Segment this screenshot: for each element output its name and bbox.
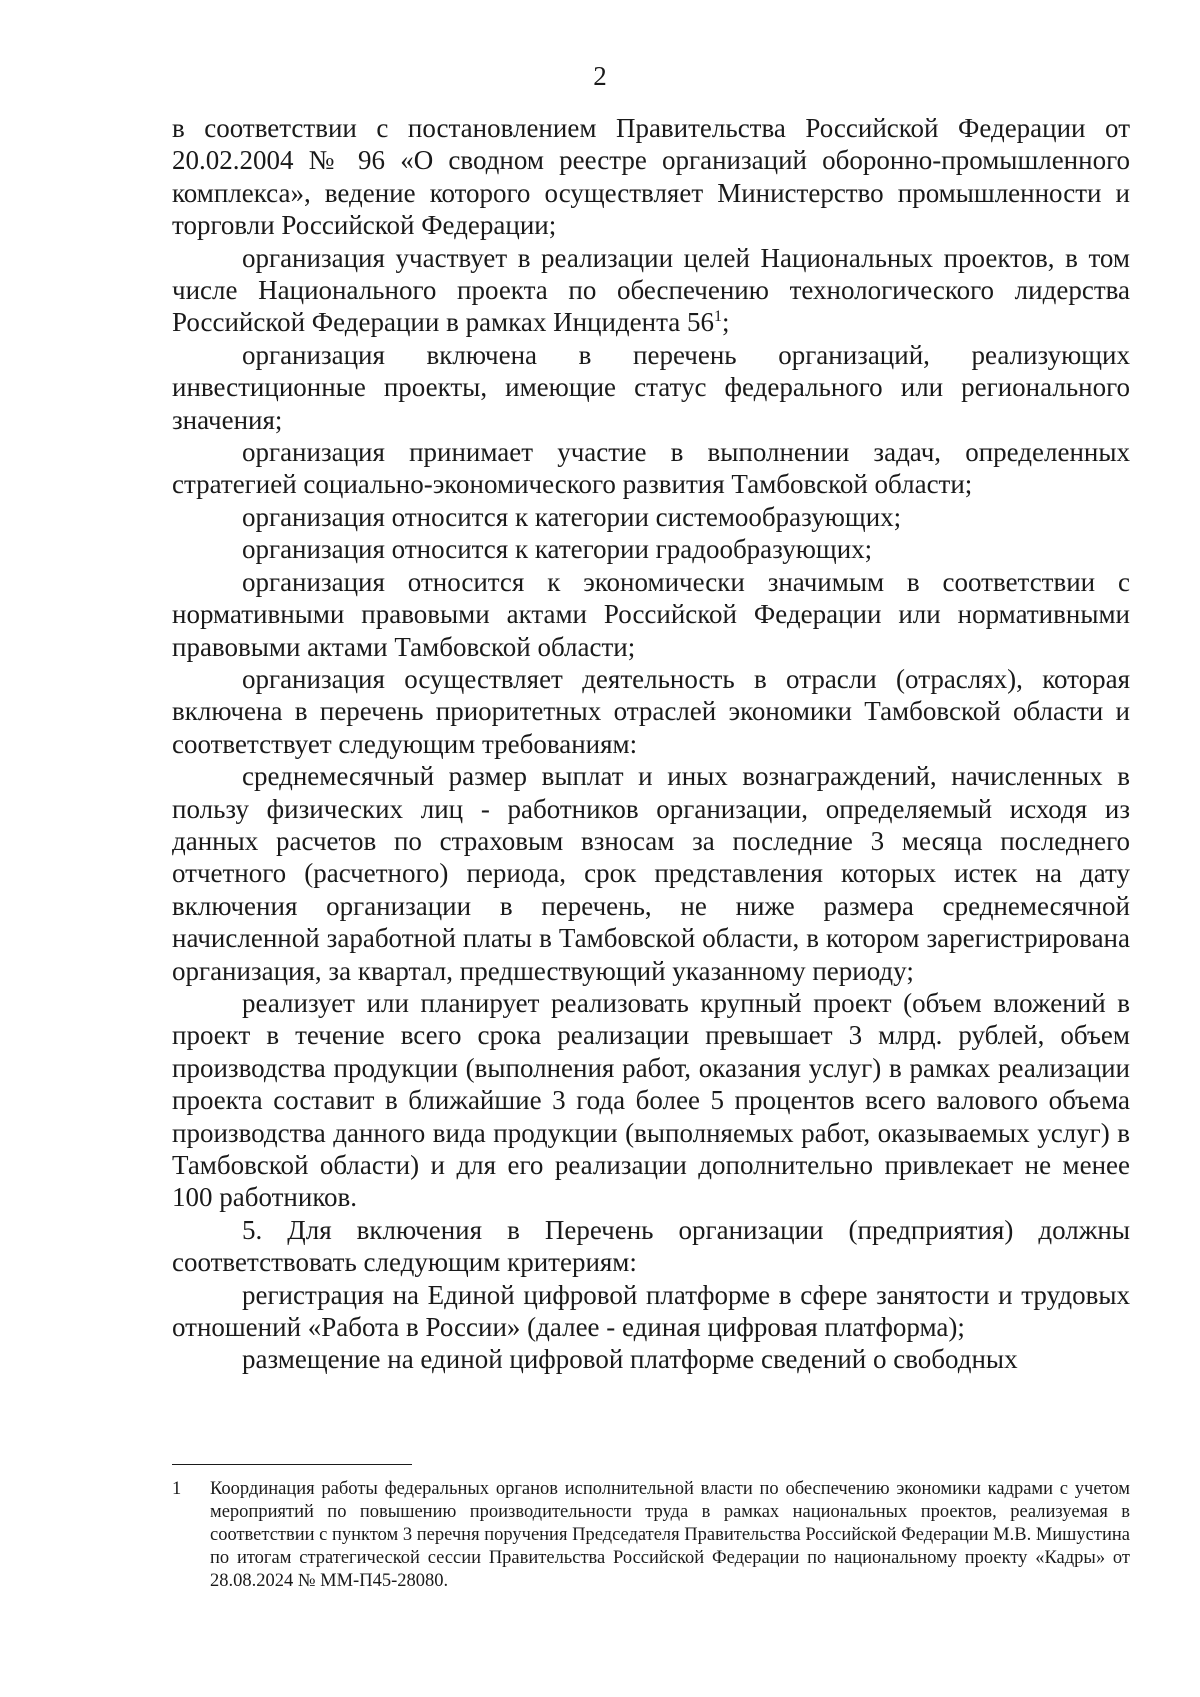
paragraph: 5. Для включения в Перечень организации (предприятия) должны соответствовать следующим критериям: <box>172 1214 1130 1278</box>
paragraph: организация участвует в реализации целей Национальных проектов, в том числе Национального проекта по обеспечению технологического лидерства Российской Федерации в рамках Инцидента 56$^1$; <box>172 242 1130 338</box>
paragraph: в соответствии с постановлением Правительства Российской Федерации от 20.02.2004 № 96 «О сводном реестре организаций оборонно-промышленного комплекса», ведение которого осуществляет Министерство промышленности и торговли Российской Федерации; <box>172 113 1130 241</box>
paragraph: среднемесячный размер выплат и иных вознаграждений, начисленных в пользу физических лиц - работников организации, определяемый исходя из данных расчетов по страховым взносам за последние 3 месяца последнего отчетного (расчетного) периода, срок представления которых истек на дату включения организации в перечень, не ниже размера среднемесячной начисленной заработной платы в Тамбовской области, в котором зарегистрирована организация, за квартал, предшествующий указанному периоду; <box>172 761 1130 986</box>
paragraph: организация относится к категории системообразующих; <box>242 501 902 532</box>
paragraph: размещение на единой цифровой платформе сведений о свободных <box>242 1344 1018 1375</box>
paragraph: реализует или планирует реализовать крупный проект (объем вложений в проект в течение всего срока реализации превышает 3 млрд. рублей, объем производства продукции (выполнения работ, оказания услуг) в рамках реализации проекта составит в ближайшие 3 года более 5 процентов всего валового объема производства данного вида продукции (выполняемых работ, оказываемых услуг) в Тамбовской области) и для его реализации дополнительно привлекает не менее 100 работников. <box>172 987 1130 1213</box>
paragraph: регистрация на Единой цифровой платформе в сфере занятости и трудовых отношений «Работа в России» (далее - единая цифровая платформа); <box>172 1279 1130 1343</box>
paragraph: организация принимает участие в выполнении задач, определенных стратегией социально-экономического развития Тамбовской области; <box>172 437 1130 500</box>
paragraph: организация осуществляет деятельность в отрасли (отраслях), которая включена в перечень приоритетных отраслей экономики Тамбовской области и соответствует следующим требованиям: <box>172 663 1130 759</box>
footnote-number: 1 <box>172 1479 182 1499</box>
document-body <box>172 112 1130 1376</box>
paragraph: организация относится к экономически значимым в соответствии с нормативными правовыми актами Российской Федерации или нормативными правовыми актами Тамбовской области; <box>172 566 1130 662</box>
footnote-text: Координация работы федеральных органов исполнительной власти по обеспечению экономики кадрами с учетом мероприятий по повышению производительности труда в рамках национальных проектов, реализуемая в соответствии с пунктом 3 перечня поручения Председателя Правительства Российской Федерации М.В. Мишустина по итогам стратегической сессии Правительства Российской Федерации по национальному проекту «Кадры» от 28.08.2024 № ММ-П45-28080. <box>210 1479 1130 1591</box>
footnote <box>172 1478 1130 1593</box>
page-number: 2 <box>593 61 607 91</box>
paragraph: организация включена в перечень организаций, реализующих инвестиционные проекты, имеющие статус федерального или регионального значения; <box>172 339 1130 435</box>
footnote-reference: 1 <box>713 308 722 326</box>
paragraph: организация относится к категории градообразующих; <box>242 534 873 565</box>
footnote-separator <box>172 1464 412 1465</box>
